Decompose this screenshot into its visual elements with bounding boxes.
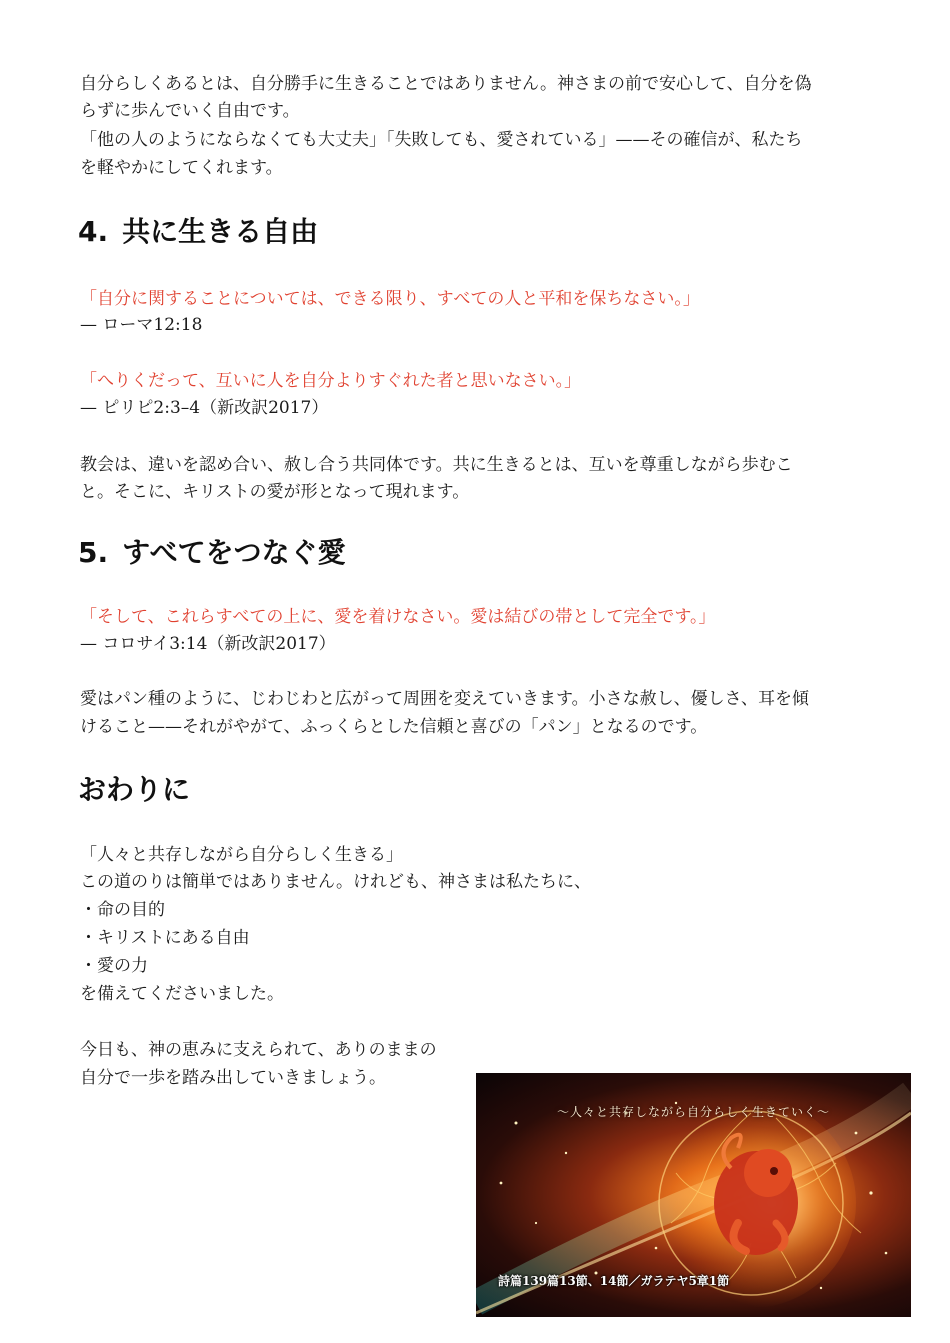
closing-line: を備えてくださいました。 xyxy=(80,984,284,1004)
illustration-banner xyxy=(476,1073,911,1317)
section-title: 共に生きる自由 xyxy=(122,215,319,248)
closing-line: 「人々と共存しながら自分らしく生きる」 xyxy=(80,845,403,865)
banner-top-caption: 〜人々と共存しながら自分らしく生きていく〜 xyxy=(556,1105,830,1119)
section-4-heading xyxy=(78,210,318,250)
closing-bullet: ・愛の力 xyxy=(80,956,148,976)
body-line: 教会は、違いを認め合い、赦し合う共同体です。共に生きるとは、互いを尊重しながら歩むこ xyxy=(80,455,793,475)
scripture-quote: 「へりくだって、互いに人を自分よりすぐれた者と思いなさい。」 xyxy=(80,371,582,391)
section-title: すべてをつなぐ愛 xyxy=(122,536,346,569)
intro-line: らずに歩んでいく自由です。 xyxy=(80,101,300,121)
section-number: 4. xyxy=(78,215,109,248)
closing-bullet: ・キリストにある自由 xyxy=(80,928,250,948)
intro-line: 「他の人のようにならなくても大丈夫」「失敗しても、愛されている」——その確信が、私たち xyxy=(80,130,803,150)
closing-line: 今日も、神の恵みに支えられて、ありのままの xyxy=(80,1040,437,1060)
closing-heading: おわりに xyxy=(78,773,191,806)
closing-line: 自分で一歩を踏み出していきましょう。 xyxy=(80,1068,386,1088)
scripture-reference: — コロサイ3:14（新改訳2017） xyxy=(80,634,336,654)
section-5-heading xyxy=(78,531,346,571)
banner-bottom-caption: 詩篇139篇13節、14節／ガラテヤ5章1節 xyxy=(498,1274,730,1288)
scripture-quote: 「そして、これらすべての上に、愛を着けなさい。愛は結びの帯として完全です。」 xyxy=(80,607,716,627)
body-line: 愛はパン種のように、じわじわと広がって周囲を変えていきます。小さな赦し、優しさ、耳を傾 xyxy=(80,689,809,709)
intro-line: を軽やかにしてくれます。 xyxy=(80,158,283,178)
scripture-reference: — ピリピ2:3–4（新改訳2017） xyxy=(80,398,329,418)
intro-line: 自分らしくあるとは、自分勝手に生きることではありません。神さまの前で安心して、自分を偽 xyxy=(80,74,812,94)
closing-line: この道のりは簡単ではありません。けれども、神さまは私たちに、 xyxy=(80,872,592,892)
scripture-quote: 「自分に関することについては、できる限り、すべての人と平和を保ちなさい。」 xyxy=(80,289,700,309)
body-line: と。そこに、キリストの愛が形となって現れます。 xyxy=(80,482,470,502)
body-line: けること——それがやがて、ふっくらとした信頼と喜びの「パン」となるのです。 xyxy=(80,717,708,737)
scripture-reference: — ローマ12:18 xyxy=(80,315,203,335)
section-number: 5. xyxy=(78,536,109,569)
closing-bullet: ・命の目的 xyxy=(80,900,165,920)
